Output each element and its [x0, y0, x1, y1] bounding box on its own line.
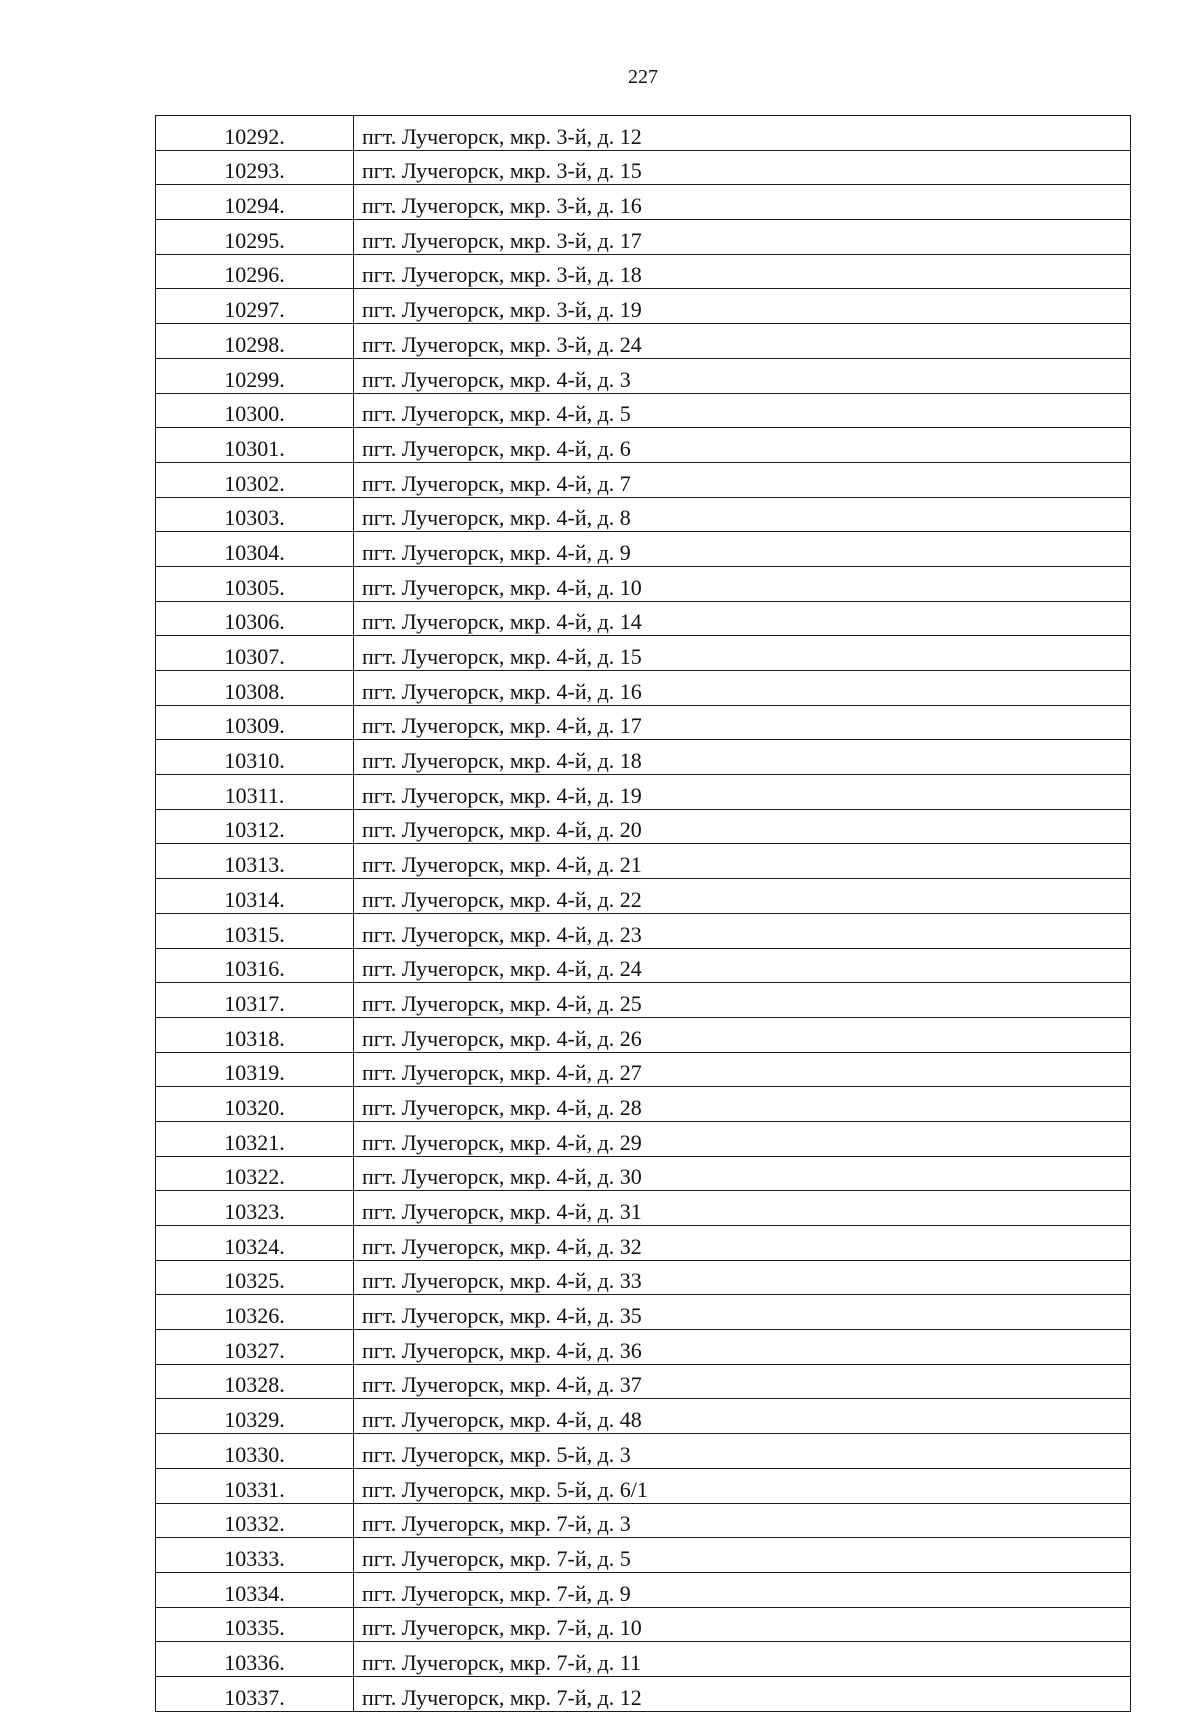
- address-cell: пгт. Лучегорск, мкр. 5-й, д. 3: [354, 1434, 1131, 1469]
- table-row: [156, 705, 1131, 740]
- row-number-cell: 10332.: [156, 1503, 354, 1538]
- table-row: [156, 150, 1131, 185]
- table-row: [156, 1260, 1131, 1295]
- address-cell: пгт. Лучегорск, мкр. 4-й, д. 25: [354, 983, 1131, 1018]
- table-row: [156, 601, 1131, 636]
- row-number-cell: 10301.: [156, 428, 354, 463]
- address-cell: пгт. Лучегорск, мкр. 4-й, д. 20: [354, 809, 1131, 844]
- address-cell: пгт. Лучегорск, мкр. 3-й, д. 12: [354, 116, 1131, 151]
- row-number-cell: 10307.: [156, 636, 354, 671]
- address-cell: пгт. Лучегорск, мкр. 4-й, д. 8: [354, 497, 1131, 532]
- table-row: [156, 497, 1131, 532]
- address-cell: пгт. Лучегорск, мкр. 4-й, д. 31: [354, 1191, 1131, 1226]
- table-row: [156, 462, 1131, 497]
- address-cell: пгт. Лучегорск, мкр. 4-й, д. 35: [354, 1295, 1131, 1330]
- row-number-cell: 10334.: [156, 1572, 354, 1607]
- address-cell: пгт. Лучегорск, мкр. 4-й, д. 26: [354, 1017, 1131, 1052]
- address-cell: пгт. Лучегорск, мкр. 5-й, д. 6/1: [354, 1468, 1131, 1503]
- address-cell: пгт. Лучегорск, мкр. 3-й, д. 19: [354, 289, 1131, 324]
- address-cell: пгт. Лучегорск, мкр. 4-й, д. 3: [354, 358, 1131, 393]
- address-cell: пгт. Лучегорск, мкр. 4-й, д. 10: [354, 566, 1131, 601]
- row-number-cell: 10304.: [156, 532, 354, 567]
- row-number-cell: 10299.: [156, 358, 354, 393]
- address-cell: пгт. Лучегорск, мкр. 4-й, д. 5: [354, 393, 1131, 428]
- table-row: [156, 1434, 1131, 1469]
- table-row: [156, 948, 1131, 983]
- row-number-cell: 10322.: [156, 1156, 354, 1191]
- table-row: [156, 1364, 1131, 1399]
- table-row: [156, 671, 1131, 706]
- table-row: [156, 740, 1131, 775]
- address-cell: пгт. Лучегорск, мкр. 4-й, д. 9: [354, 532, 1131, 567]
- row-number-cell: 10315.: [156, 913, 354, 948]
- row-number-cell: 10323.: [156, 1191, 354, 1226]
- row-number-cell: 10308.: [156, 671, 354, 706]
- table-row: [156, 1468, 1131, 1503]
- row-number-cell: 10312.: [156, 809, 354, 844]
- table-row: [156, 1330, 1131, 1365]
- address-table-body: [156, 116, 1131, 1712]
- address-cell: пгт. Лучегорск, мкр. 4-й, д. 33: [354, 1260, 1131, 1295]
- table-row: [156, 116, 1131, 151]
- row-number-cell: 10302.: [156, 462, 354, 497]
- table-row: [156, 775, 1131, 810]
- table-row: [156, 254, 1131, 289]
- row-number-cell: 10335.: [156, 1607, 354, 1642]
- address-cell: пгт. Лучегорск, мкр. 4-й, д. 28: [354, 1087, 1131, 1122]
- table-row: [156, 1295, 1131, 1330]
- row-number-cell: 10309.: [156, 705, 354, 740]
- address-cell: пгт. Лучегорск, мкр. 3-й, д. 16: [354, 185, 1131, 220]
- table-row: [156, 1572, 1131, 1607]
- row-number-cell: 10298.: [156, 324, 354, 359]
- table-row: [156, 1607, 1131, 1642]
- row-number-cell: 10311.: [156, 775, 354, 810]
- address-cell: пгт. Лучегорск, мкр. 4-й, д. 48: [354, 1399, 1131, 1434]
- row-number-cell: 10314.: [156, 879, 354, 914]
- row-number-cell: 10326.: [156, 1295, 354, 1330]
- address-cell: пгт. Лучегорск, мкр. 3-й, д. 17: [354, 220, 1131, 255]
- row-number-cell: 10337.: [156, 1676, 354, 1711]
- address-cell: пгт. Лучегорск, мкр. 4-й, д. 37: [354, 1364, 1131, 1399]
- table-row: [156, 1399, 1131, 1434]
- address-cell: пгт. Лучегорск, мкр. 4-й, д. 18: [354, 740, 1131, 775]
- table-row: [156, 566, 1131, 601]
- row-number-cell: 10319.: [156, 1052, 354, 1087]
- address-cell: пгт. Лучегорск, мкр. 7-й, д. 10: [354, 1607, 1131, 1642]
- row-number-cell: 10331.: [156, 1468, 354, 1503]
- address-cell: пгт. Лучегорск, мкр. 4-й, д. 6: [354, 428, 1131, 463]
- address-cell: пгт. Лучегорск, мкр. 4-й, д. 32: [354, 1226, 1131, 1261]
- address-cell: пгт. Лучегорск, мкр. 3-й, д. 18: [354, 254, 1131, 289]
- table-row: [156, 428, 1131, 463]
- row-number-cell: 10316.: [156, 948, 354, 983]
- address-cell: пгт. Лучегорск, мкр. 7-й, д. 3: [354, 1503, 1131, 1538]
- address-cell: пгт. Лучегорск, мкр. 4-й, д. 7: [354, 462, 1131, 497]
- table-row: [156, 220, 1131, 255]
- address-cell: пгт. Лучегорск, мкр. 4-й, д. 15: [354, 636, 1131, 671]
- table-row: [156, 324, 1131, 359]
- row-number-cell: 10294.: [156, 185, 354, 220]
- table-row: [156, 1087, 1131, 1122]
- row-number-cell: 10303.: [156, 497, 354, 532]
- row-number-cell: 10330.: [156, 1434, 354, 1469]
- row-number-cell: 10318.: [156, 1017, 354, 1052]
- table-row: [156, 289, 1131, 324]
- address-cell: пгт. Лучегорск, мкр. 4-й, д. 24: [354, 948, 1131, 983]
- row-number-cell: 10310.: [156, 740, 354, 775]
- row-number-cell: 10327.: [156, 1330, 354, 1365]
- address-cell: пгт. Лучегорск, мкр. 7-й, д. 5: [354, 1538, 1131, 1573]
- row-number-cell: 10324.: [156, 1226, 354, 1261]
- table-row: [156, 1156, 1131, 1191]
- table-row: [156, 983, 1131, 1018]
- page-number: 227: [628, 66, 658, 88]
- table-row: [156, 1538, 1131, 1573]
- table-row: [156, 1642, 1131, 1677]
- address-cell: пгт. Лучегорск, мкр. 4-й, д. 16: [354, 671, 1131, 706]
- table-row: [156, 1052, 1131, 1087]
- table-row: [156, 1017, 1131, 1052]
- table-row: [156, 809, 1131, 844]
- table-row: [156, 1121, 1131, 1156]
- row-number-cell: 10292.: [156, 116, 354, 151]
- address-cell: пгт. Лучегорск, мкр. 4-й, д. 21: [354, 844, 1131, 879]
- row-number-cell: 10321.: [156, 1121, 354, 1156]
- address-cell: пгт. Лучегорск, мкр. 7-й, д. 12: [354, 1676, 1131, 1711]
- row-number-cell: 10297.: [156, 289, 354, 324]
- address-cell: пгт. Лучегорск, мкр. 3-й, д. 15: [354, 150, 1131, 185]
- table-row: [156, 913, 1131, 948]
- row-number-cell: 10300.: [156, 393, 354, 428]
- row-number-cell: 10333.: [156, 1538, 354, 1573]
- table-row: [156, 532, 1131, 567]
- address-cell: пгт. Лучегорск, мкр. 4-й, д. 29: [354, 1121, 1131, 1156]
- table-row: [156, 185, 1131, 220]
- address-cell: пгт. Лучегорск, мкр. 4-й, д. 14: [354, 601, 1131, 636]
- row-number-cell: 10329.: [156, 1399, 354, 1434]
- row-number-cell: 10305.: [156, 566, 354, 601]
- table-row: [156, 844, 1131, 879]
- table-row: [156, 1503, 1131, 1538]
- address-table: [155, 115, 1131, 1712]
- address-cell: пгт. Лучегорск, мкр. 4-й, д. 22: [354, 879, 1131, 914]
- row-number-cell: 10313.: [156, 844, 354, 879]
- row-number-cell: 10336.: [156, 1642, 354, 1677]
- address-cell: пгт. Лучегорск, мкр. 4-й, д. 23: [354, 913, 1131, 948]
- address-cell: пгт. Лучегорск, мкр. 4-й, д. 19: [354, 775, 1131, 810]
- table-row: [156, 879, 1131, 914]
- address-cell: пгт. Лучегорск, мкр. 4-й, д. 30: [354, 1156, 1131, 1191]
- table-row: [156, 1226, 1131, 1261]
- address-cell: пгт. Лучегорск, мкр. 4-й, д. 27: [354, 1052, 1131, 1087]
- table-row: [156, 358, 1131, 393]
- address-cell: пгт. Лучегорск, мкр. 7-й, д. 11: [354, 1642, 1131, 1677]
- row-number-cell: 10306.: [156, 601, 354, 636]
- address-cell: пгт. Лучегорск, мкр. 4-й, д. 36: [354, 1330, 1131, 1365]
- row-number-cell: 10320.: [156, 1087, 354, 1122]
- table-row: [156, 1191, 1131, 1226]
- row-number-cell: 10293.: [156, 150, 354, 185]
- table-row: [156, 1676, 1131, 1711]
- row-number-cell: 10325.: [156, 1260, 354, 1295]
- row-number-cell: 10296.: [156, 254, 354, 289]
- address-cell: пгт. Лучегорск, мкр. 4-й, д. 17: [354, 705, 1131, 740]
- address-cell: пгт. Лучегорск, мкр. 3-й, д. 24: [354, 324, 1131, 359]
- table-row: [156, 393, 1131, 428]
- table-row: [156, 636, 1131, 671]
- row-number-cell: 10317.: [156, 983, 354, 1018]
- row-number-cell: 10328.: [156, 1364, 354, 1399]
- address-cell: пгт. Лучегорск, мкр. 7-й, д. 9: [354, 1572, 1131, 1607]
- row-number-cell: 10295.: [156, 220, 354, 255]
